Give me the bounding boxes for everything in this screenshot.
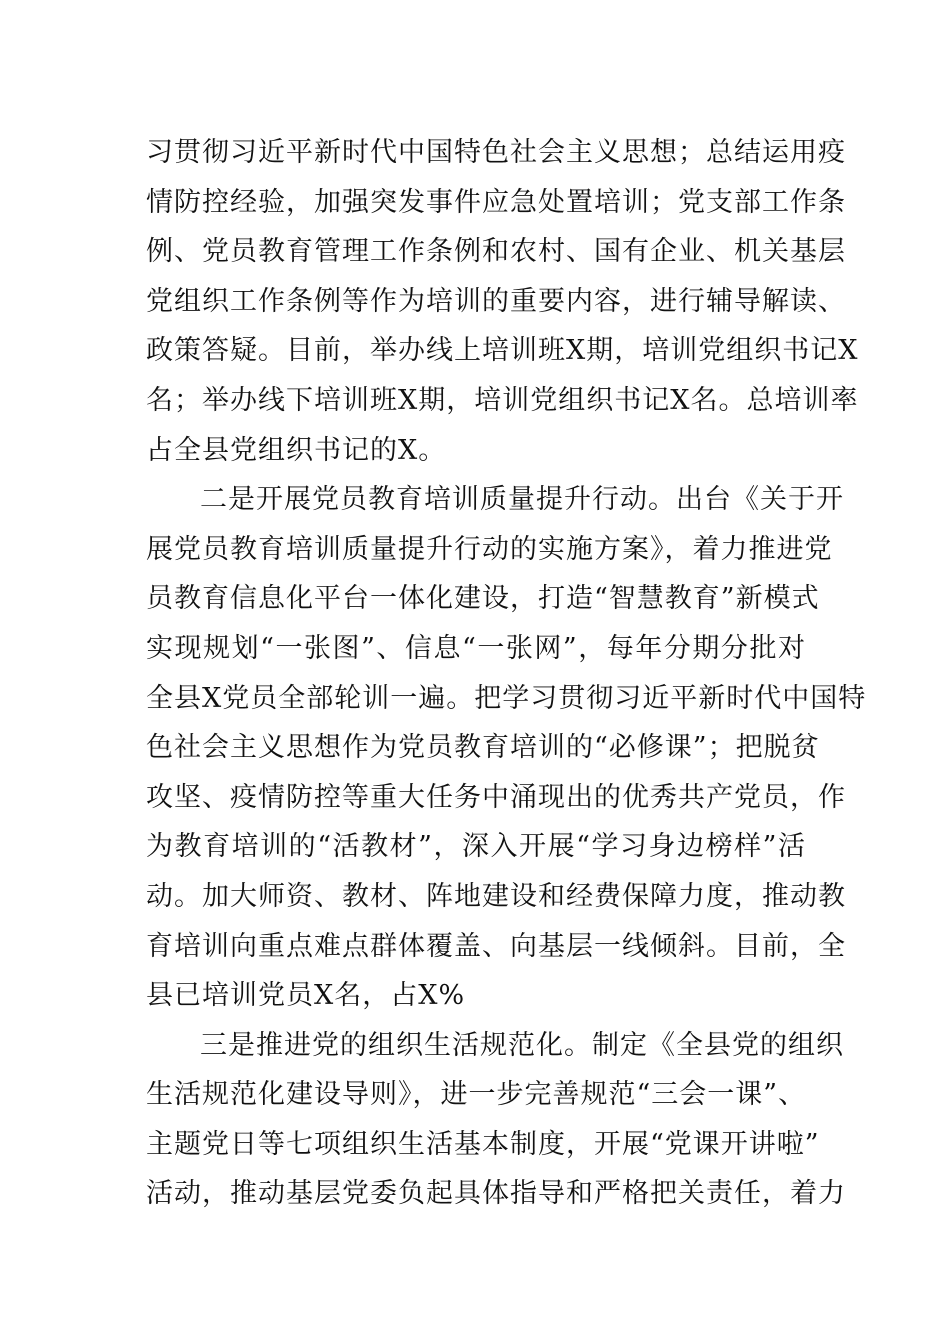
body-line: 色社会主义思想作为党员教育培训的“必修课”；把脱贫: [146, 732, 820, 764]
body-line: 攻坚、疫情防控等重大任务中涌现出的优秀共产党员，作: [146, 781, 846, 813]
paragraph-two-heading-line: 二是开展党员教育培训质量提升行动。出台《关于开: [200, 484, 844, 516]
body-line: 政策答疑。目前，举办线上培训班X期，培训党组织书记X: [146, 335, 859, 367]
body-line: 主题党日等七项组织生活基本制度，开展“党课开讲啦”: [146, 1128, 820, 1160]
body-line: 展党员教育培训质量提升行动的实施方案》，着力推进党: [146, 533, 833, 565]
body-line: 育培训向重点难点群体覆盖、向基层一线倾斜。目前，全: [146, 930, 846, 962]
body-line: 党组织工作条例等作为培训的重要内容，进行辅导解读、: [146, 285, 846, 317]
body-line: 全县X党员全部轮训一遍。把学习贯彻习近平新时代中国特: [146, 682, 867, 714]
document-body: [146, 128, 867, 1219]
body-line: 例、党员教育管理工作条例和农村、国有企业、机关基层: [146, 236, 846, 268]
paragraph-three-heading-line: 三是推进党的组织生活规范化。制定《全县党的组织: [200, 1029, 844, 1061]
body-line: 实现规划“一张图”、信息“一张网”，每年分期分批对: [146, 632, 806, 664]
body-line: 动。加大师资、教材、阵地建设和经费保障力度，推动教: [146, 880, 846, 912]
body-line: 习贯彻习近平新时代中国特色社会主义思想；总结运用疫: [146, 137, 846, 168]
body-line-paragraph-end: 县已培训党员X名，占X%: [146, 980, 466, 1012]
body-line: 为教育培训的“活教材”，深入开展“学习身边榜样”活: [146, 831, 806, 863]
body-line-paragraph-end: 占全县党组织书记的X。: [146, 434, 447, 466]
body-line: 生活规范化建设导则》，进一步完善规范“三会一课”、: [146, 1079, 807, 1111]
body-line: 名；举办线下培训班X期，培训党组织书记X名。总培训率: [146, 384, 859, 416]
body-line: 活动，推动基层党委负起具体指导和严格把关责任，着力: [146, 1178, 846, 1210]
body-line: 员教育信息化平台一体化建设，打造“智慧教育”新模式: [146, 583, 820, 615]
body-line: 情防控经验，加强突发事件应急处置培训；党支部工作条: [146, 186, 846, 218]
